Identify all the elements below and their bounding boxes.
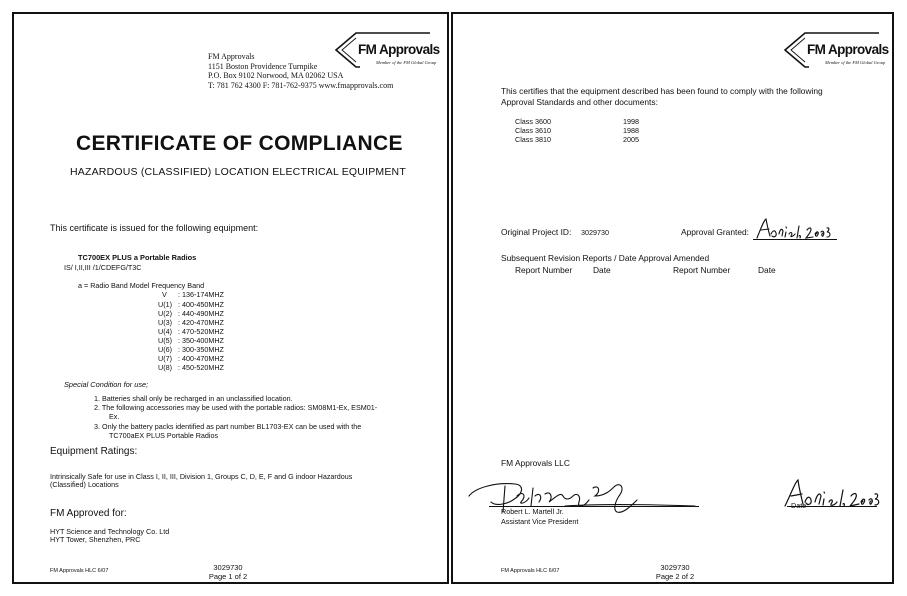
signer-title: Assistant Vice President [501,517,579,526]
logo-tagline: Member of the FM Global Group [825,60,886,65]
condition-item: 3. Only the battery packs identified as part number BL1703-EX can be used with the [94,422,362,431]
band-table-header: a = Radio Band Model Frequency Band [78,281,205,290]
signing-company: FM Approvals LLC [501,458,570,468]
certificate-title: CERTIFICATE OF COMPLIANCE [76,132,403,155]
footer-page-number: Page 1 of 2 [208,572,248,581]
date-label: Date [791,501,807,510]
ratings-line: (Classified) Locations [50,480,119,490]
statement-line: Approval Standards and other documents: [501,96,658,107]
address-line: FM Approvals [208,52,255,61]
logo-text: FM Approvals [358,42,440,57]
band-table: V : 136-174MHZ U(1) : 400-450MHZ U(2) : 440-490MHZ U(3) : 420-470MHZ U(4) : 470-520MHZ U(5) : 350-400MHZ U(6) : 300-350MHZ U(7) : 400-470MHZ U(8) : 450-520MHZ [158,290,224,372]
footer-page-info [645,563,705,581]
company-address: HYT Tower, Shenzhen, PRC [50,535,141,545]
condition-item: 2. The following accessories may be used with the portable radios: SM08M1-Ex, ESM01- [94,403,378,412]
certificate-page-2 [451,12,894,584]
footer-form-code: FM Approvals HLC 6/07 [50,568,109,574]
col-date-1: Date [593,265,611,275]
condition-item-continued: Ex. [109,412,120,421]
special-conditions-list [94,394,434,454]
footer-project-number: 3029730 [660,563,690,572]
issuer-address [208,52,393,90]
approval-granted-label: Approval Granted: [681,227,749,237]
project-id-value: 3029730 [581,228,609,237]
ratings-line: Intrinsically Safe for use in Class I, II, III, Division 1, Groups C, D, E, F and G indoor Hazardous [50,472,353,481]
logo-tagline: Member of the FM Global Group [376,60,437,65]
revision-header: Subsequent Revision Reports / Date Approval Amended [501,253,710,263]
footer-project-number: 3029730 [213,563,243,572]
col-report-number-2: Report Number [673,265,731,275]
col-report-number-1: Report Number [515,265,573,275]
approved-for-label: FM Approved for: [50,508,127,519]
certifies-statement [501,86,823,107]
standards-table: Class 3600 1998 Class 3610 1988 Class 3810 2005 [515,117,639,144]
col-date-2: Date [758,265,776,275]
equipment-ratings-text [50,473,352,490]
condition-item-continued: TC700aEX PLUS Portable Radios [109,431,219,440]
project-id-label: Original Project ID: [501,227,572,237]
company-name: HYT Science and Technology Co. Ltd [50,527,170,536]
footer-page-info [198,563,258,581]
logo-text: FM Approvals [807,42,889,57]
special-condition-label: Special Condition for use; [64,380,149,389]
fm-approvals-logo [781,30,889,70]
signer-name: Robert L. Martell Jr. [501,507,564,516]
statement-line: This certifies that the equipment described has been found to comply with the following [501,86,823,96]
approval-date-line [753,239,837,240]
certificate-subtitle: HAZARDOUS (CLASSIFIED) LOCATION ELECTRICAL EQUIPMENT [70,166,406,178]
address-line: P.O. Box 9102 Norwood, MA 02062 USA [208,71,344,80]
approved-company [50,528,169,545]
issued-for-text: This certificate is issued for the following equipment: [50,223,259,233]
condition-item: 1. Batteries shall only be recharged in an unclassified location. [94,394,293,403]
certificate-page-1 [12,12,449,584]
equipment-name: TC700EX PLUS a Portable Radios [78,253,197,262]
address-line: 1151 Boston Providence Turnpike [208,61,318,71]
footer-page-number: Page 2 of 2 [655,572,695,581]
address-line: T: 781 762 4300 F: 781-762-9375 www.fmapprovals.com [208,80,394,90]
equipment-ratings-label: Equipment Ratings: [50,446,138,457]
footer-form-code: FM Approvals HLC 6/07 [501,568,560,574]
equipment-rating-code: IS/ I,II,III /1/CDEFG/T3C [64,263,142,272]
